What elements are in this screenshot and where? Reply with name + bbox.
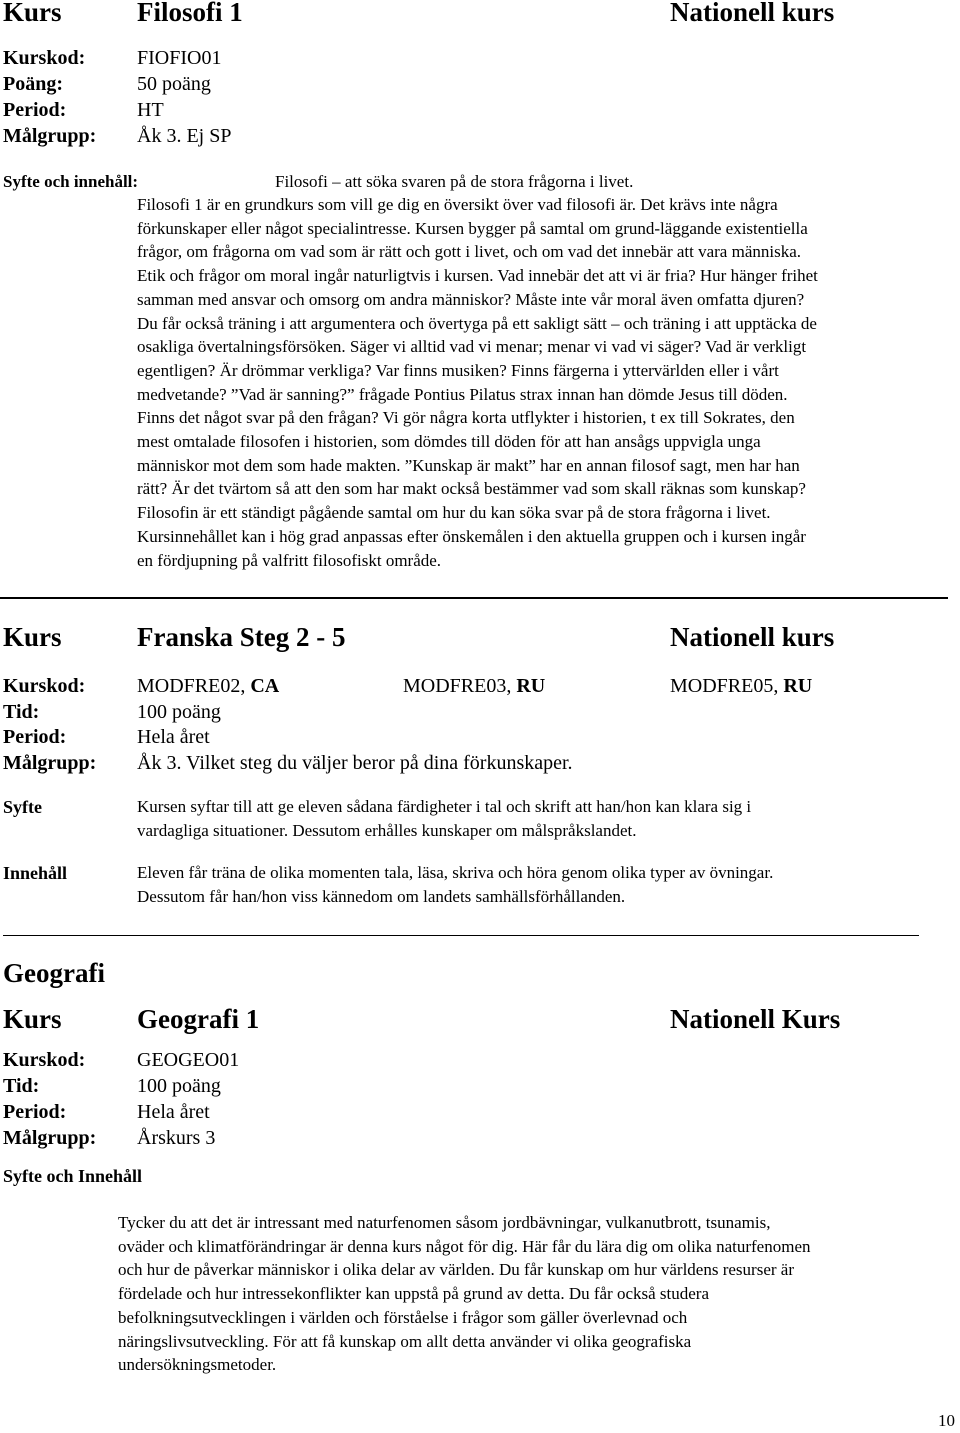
- course1-body-line: förkunskaper eller något specialintresse. Kursen bygger på samtal om grund-läggande existentiella: [137, 218, 808, 238]
- course1-malgrupp-label: Målgrupp:: [3, 125, 97, 147]
- course3-period-label: Period:: [3, 1101, 67, 1123]
- course2-code-1-id: MODFRE02,: [137, 675, 246, 697]
- course1-body-line: mest omtalade filosofen i historien, som dömdes till döden för att han ansågs uppvigla unga: [137, 432, 761, 452]
- section-divider: [0, 597, 948, 599]
- course1-type: Nationell kurs: [670, 0, 835, 27]
- course1-syfte-label: Syfte och innehåll:: [3, 172, 139, 191]
- course2-code-3-suffix: RU: [783, 675, 813, 697]
- course1-body-line: människor mot dem som hade makten. ”Kunskap är makt” har en annan filosof sagt, men har han: [137, 455, 800, 475]
- course3-malgrupp-label: Målgrupp:: [3, 1127, 97, 1149]
- page-number: 10: [938, 1411, 955, 1430]
- course2-period-value: Hela året: [137, 726, 210, 748]
- course2-tid-value: 100 poäng: [137, 701, 221, 723]
- course1-body-line: Finns det något svar på den frågan? Vi gör några korta utflykter i historien, t ex till Sokrates, den: [137, 408, 795, 428]
- course2-type: Nationell kurs: [670, 622, 835, 652]
- course2-code-2: [403, 673, 545, 699]
- course1-malgrupp-value: Åk 3. Ej SP: [137, 125, 232, 147]
- course2-malgrupp-value: Åk 3. Vilket steg du väljer beror på dina förkunskaper.: [137, 752, 573, 774]
- course1-body-line: Filosofi 1 är en grundkurs som vill ge dig en översikt över vad filosofi är. Det krävs inte några: [137, 195, 778, 214]
- course1-body-line: frågor, om frågorna om vad som är rätt och gott i livet, och om vad det innebär att vara människa.: [137, 242, 801, 262]
- course1-body-line: Etik och frågor om moral ingår naturligtvis i kursen. Vad innebär det att vi är fria? Hur hänger frihet: [137, 266, 818, 286]
- course1-body-line: Kursinnehållet kan i hög grad anpassas efter önskemålen i den aktuella gruppen och i kursen ingår: [137, 526, 806, 546]
- course2-syfte-line: vardagliga situationer. Dessutom erhålles kunskaper om målspråkslandet.: [137, 820, 637, 840]
- course1-poang-label: Poäng:: [3, 73, 63, 95]
- course3-body-line: Tycker du att det är intressant med naturfenomen såsom jordbävningar, vulkanutbrott, tsunamis,: [118, 1213, 771, 1232]
- course1-body-line: Du får också träning i att argumentera och övertyga på ett sakligt sätt – och träning i att upptäcka de: [137, 313, 817, 333]
- course1-body-line: medvetande? ”Vad är sanning?” frågade Pontius Pilatus strax innan han dömde Jesus till döden.: [137, 384, 788, 404]
- course2-innehall-line: Dessutom får han/hon viss kännedom om landets samhällsförhållanden.: [137, 886, 626, 906]
- course3-syfte-label: Syfte och Innehåll: [3, 1166, 143, 1186]
- course2-innehall-label: Innehåll: [3, 863, 68, 883]
- course1-kurskod-value: FIOFIO01: [137, 47, 222, 69]
- course1-period-value: HT: [137, 99, 164, 121]
- course3-body-line: befolkningsutvecklingen i världen och förståelse i frågor som gäller överlevnad och: [118, 1307, 688, 1327]
- course2-syfte-label: Syfte: [3, 797, 42, 817]
- course1-kurskod-label: Kurskod:: [3, 47, 86, 69]
- course2-code-3-id: MODFRE05,: [670, 675, 779, 697]
- course1-body: [137, 193, 818, 572]
- course2-innehall: [137, 861, 773, 908]
- course1-kurs-label: Kurs: [3, 0, 62, 27]
- course3-body: [118, 1211, 811, 1377]
- course1-body-line: samman med ansvar och omsorg om andra människor? Måste inte vår moral även omfatta djuren?: [137, 289, 805, 309]
- course1-body-line: Filosofin är ett ständigt pågående samtal om hur du kan söka svar på de stora frågorna i livet.: [137, 503, 771, 523]
- course2-syfte: [137, 795, 751, 842]
- course3-malgrupp-value: Årskurs 3: [137, 1127, 216, 1149]
- course3-tid-value: 100 poäng: [137, 1075, 221, 1097]
- course1-syfte-heading: Filosofi – att söka svaren på de stora frågorna i livet.: [275, 172, 634, 191]
- course2-code-1: [137, 673, 279, 699]
- course1-body-line: rätt? Är det tvärtom så att den som har makt också bestämmer vad som skall räknas som kunskap?: [137, 479, 806, 499]
- course2-code-3: [670, 673, 812, 699]
- course3-body-line: fördelade och hur intressekonflikter kan uppstå på grund av detta. Du får också studera: [118, 1284, 710, 1304]
- course3-tid-label: Tid:: [3, 1075, 40, 1097]
- course2-kurs-label: Kurs: [3, 622, 62, 652]
- course1-title: Filosofi 1: [137, 0, 243, 27]
- course3-body-line: näringslivsutveckling. För att få kunskap om allt detta använder vi olika geografiska: [118, 1331, 692, 1351]
- course2-kurskod-label: Kurskod:: [3, 675, 86, 697]
- course1-poang-value: 50 poäng: [137, 73, 211, 95]
- course3-title: Geografi 1: [137, 1004, 260, 1034]
- course3-type: Nationell Kurs: [670, 1004, 841, 1034]
- course3-kurskod-label: Kurskod:: [3, 1049, 86, 1071]
- course2-period-label: Period:: [3, 726, 67, 748]
- course2-code-1-suffix: CA: [250, 675, 280, 697]
- course3-body-line: och hur de påverkar människor i olika delar av världen. Du får kunskap om hur världens resurser är: [118, 1260, 794, 1280]
- course3-kurskod-value: GEOGEO01: [137, 1049, 240, 1071]
- course1-period-label: Period:: [3, 99, 67, 121]
- course1-body-line: en fördjupning på valfritt filosofiskt område.: [137, 550, 442, 570]
- course2-code-2-suffix: RU: [516, 675, 546, 697]
- section-heading: Geografi: [3, 958, 105, 988]
- course2-code-2-id: MODFRE03,: [403, 675, 512, 697]
- course1-body-line: egentligen? Är drömmar verkliga? Var finns musiken? Finns färgerna i yttervärlden eller i vårt: [137, 360, 779, 380]
- course3-body-line: undersökningsmetoder.: [118, 1355, 277, 1375]
- course1-body-line: osakliga övertalningsförsöken. Säger vi alltid vad vi menar; menar vi vad vi säger? Vad är verkligt: [137, 337, 807, 357]
- course2-title: Franska Steg 2 - 5: [137, 622, 346, 652]
- course2-tid-label: Tid:: [3, 701, 40, 723]
- course2-malgrupp-label: Målgrupp:: [3, 752, 97, 774]
- course2-syfte-line: Kursen syftar till att ge eleven sådana färdigheter i tal och skrift att han/hon kan klara sig i: [137, 797, 752, 816]
- course3-period-value: Hela året: [137, 1101, 210, 1123]
- course2-innehall-line: Eleven får träna de olika momenten tala, läsa, skriva och höra genom olika typer av övningar.: [137, 863, 774, 882]
- course3-kurs-label: Kurs: [3, 1004, 62, 1034]
- course3-body-line: oväder och klimatförändringar är denna kurs något för dig. Här får du lära dig om olika naturfenomen: [118, 1236, 811, 1256]
- section-divider: [3, 935, 919, 936]
